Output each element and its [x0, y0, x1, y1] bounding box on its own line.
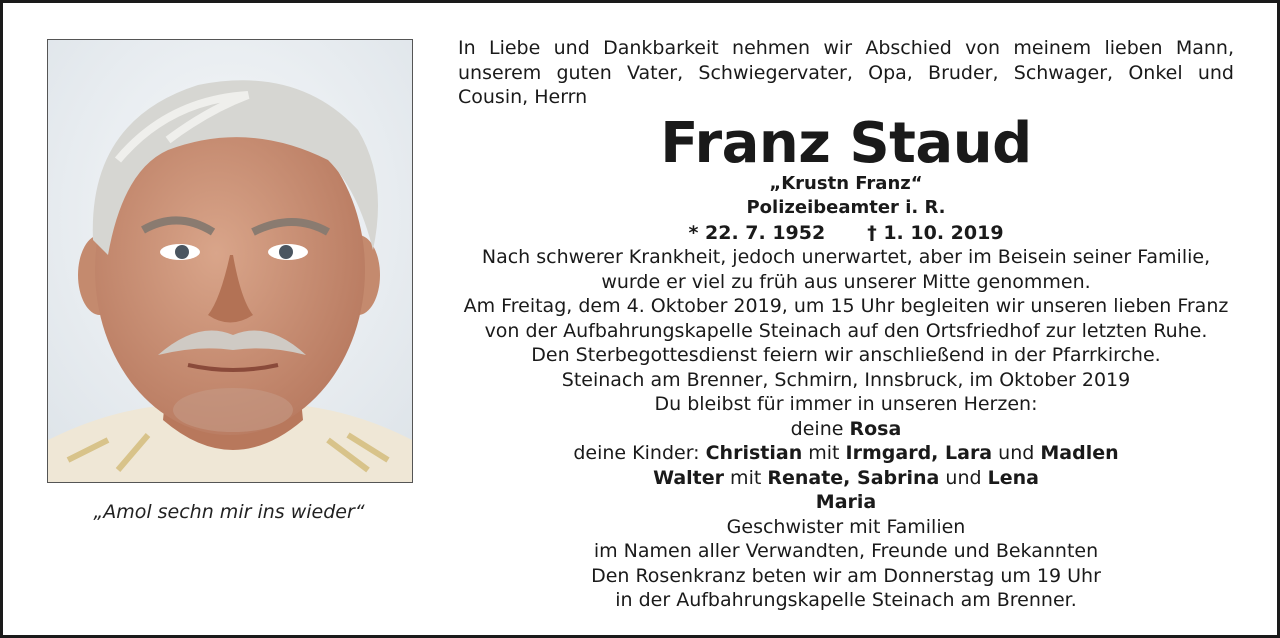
death-date: † 1. 10. 2019 [867, 221, 1004, 244]
profession-title: Polizeibeamter i. R. [746, 197, 946, 218]
portrait-illustration [48, 40, 412, 482]
rosary-line: Den Rosenkranz beten wir am Donnerstag um 19 Uhr [591, 564, 1101, 587]
nickname: „Krustn Franz“ [769, 172, 923, 194]
portrait-photo [47, 39, 413, 483]
mourner-name: Madlen [1040, 442, 1119, 464]
mourner-walter-family [458, 466, 1234, 491]
text-line: wurde er viel zu früh aus unserer Mitte genommen. [601, 270, 1091, 293]
mourner-name: Rosa [849, 417, 902, 440]
obituary-text [458, 36, 1234, 613]
farewell-line: Du bleibst für immer in unseren Herzen: [654, 393, 1038, 415]
mourner-connector: mit [802, 442, 846, 464]
text-line: Am Freitag, dem 4. Oktober 2019, um 15 Uhr begleiten wir unseren lieben Franz [463, 295, 1229, 317]
text-line: Den Sterbegottesdienst feiern wir anschließend in der Pfarrkirche. [531, 344, 1161, 366]
mourner-wife [458, 417, 1234, 442]
mourner-prefix: deine Kinder: [573, 442, 706, 464]
mourner-name: Maria [815, 491, 877, 513]
motto-quote: „Amol sechn mir ins wieder“ [93, 501, 365, 523]
mourner-name: Christian [705, 442, 803, 464]
mourner-connector: und [939, 466, 988, 489]
mourner-name: Walter [653, 466, 725, 489]
text-line: Nach schwerer Krankheit, jedoch unerwartet, aber im Beisein seiner Familie, [481, 246, 1211, 268]
birth-date: * 22. 7. 1952 [688, 221, 826, 244]
mourner-name: Renate, Sabrina [767, 466, 940, 489]
text-line: von der Aufbahrungskapelle Steinach auf den Ortsfriedhof zur letzten Ruhe. [484, 319, 1208, 342]
deceased-name: Franz Staud [660, 110, 1032, 176]
mourner-name: Lena [987, 466, 1039, 489]
rosary-line: in der Aufbahrungskapelle Steinach am Brenner. [615, 589, 1077, 611]
intro-paragraph: In Liebe und Dankbarkeit nehmen wir Abschied von meinem lieben Mann, unserem guten Vater, Schwiegervater, Opa, Bruder, Schwager, Onkel und Cousin, Herrn [458, 37, 1234, 108]
mourner-maria [458, 490, 1234, 515]
place-date: Steinach am Brenner, Schmirn, Innsbruck, im Oktober 2019 [561, 368, 1131, 391]
mourner-siblings: Geschwister mit Familien [726, 515, 966, 538]
mourner-name: Irmgard, Lara [845, 442, 993, 464]
life-dates [458, 221, 1234, 246]
mourner-relatives: im Namen aller Verwandten, Freunde und Bekannten [593, 540, 1099, 562]
mourner-prefix: deine [790, 417, 850, 440]
mourner-connector: und [992, 442, 1041, 464]
mourner-connector: mit [724, 466, 768, 489]
mourner-children [458, 441, 1234, 466]
